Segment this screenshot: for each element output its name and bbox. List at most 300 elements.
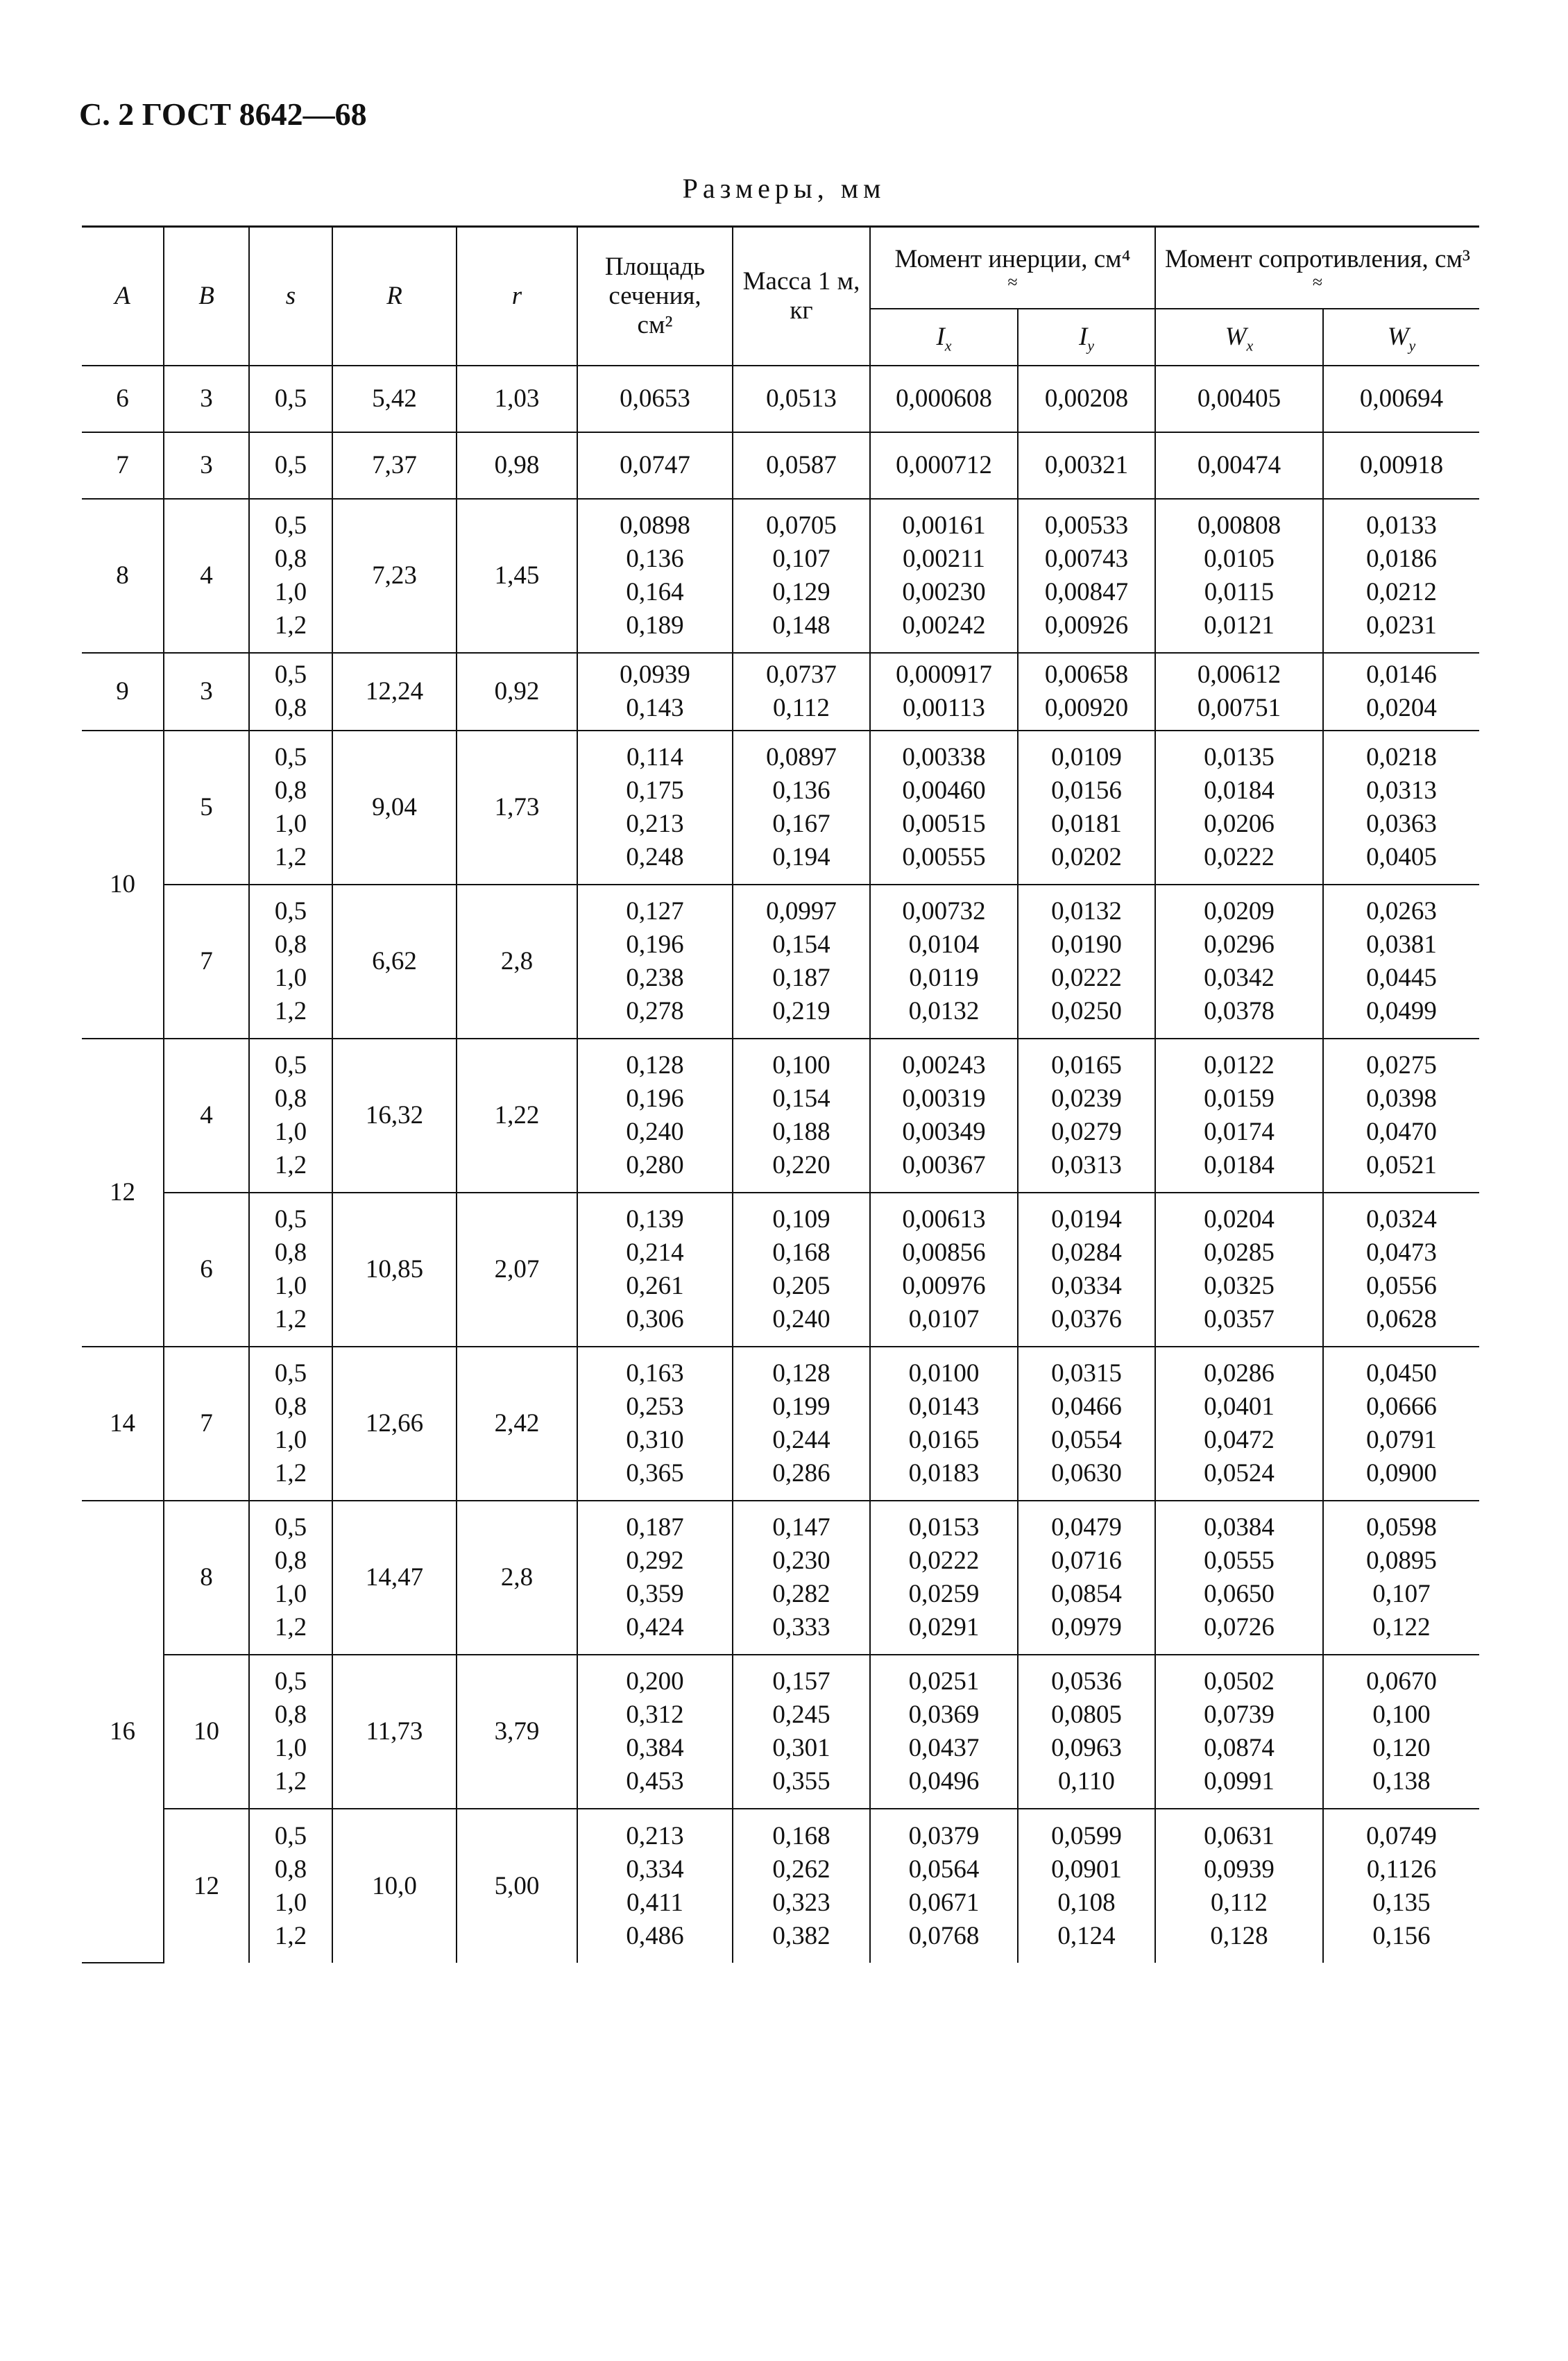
- cell-value: 0,0499: [1366, 997, 1437, 1025]
- cell-A: 9: [82, 653, 164, 731]
- cell-value: 0,306: [626, 1305, 684, 1333]
- cell-Iy: [1018, 885, 1155, 1039]
- cell-value: 0,8: [274, 545, 307, 573]
- cell-value: 0,0716: [1051, 1546, 1122, 1575]
- cell-value: 0,310: [626, 1426, 684, 1454]
- cell-Iy: [1018, 1347, 1155, 1501]
- cell-value: 0,143: [626, 694, 684, 722]
- cell-value: 0,0222: [908, 1546, 980, 1575]
- cell-s: [249, 1809, 332, 1963]
- col-header-B: B: [164, 227, 249, 366]
- cell-value: 0,194: [772, 843, 830, 871]
- cell-value: 0,245: [772, 1701, 830, 1729]
- cell-Wx: [1155, 432, 1323, 499]
- cell-value: 0,5: [274, 1667, 307, 1696]
- cell-value: 0,262: [772, 1855, 830, 1884]
- cell-A: 16: [82, 1501, 164, 1963]
- cell-value: 0,128: [1210, 1921, 1268, 1950]
- cell-Wx: [1155, 499, 1323, 653]
- cell-s: [249, 653, 332, 731]
- cell-value: 0,196: [626, 930, 684, 959]
- cell-mass: [733, 731, 870, 885]
- cell-value: 0,0737: [766, 660, 837, 689]
- cell-value: 0,0376: [1051, 1305, 1122, 1333]
- col-header-resist-label: Момент сопротивления, см³: [1165, 245, 1470, 273]
- cell-R: 11,73: [332, 1655, 457, 1809]
- cell-Ix: [870, 1039, 1018, 1193]
- cell-value: 0,129: [772, 578, 830, 606]
- cell-value: 0,0450: [1366, 1359, 1437, 1388]
- cell-value: 0,0363: [1366, 810, 1437, 838]
- cell-value: 0,8: [274, 930, 307, 959]
- cell-mass: [733, 1039, 870, 1193]
- cell-Iy: [1018, 731, 1155, 885]
- cell-value: 0,0587: [766, 451, 837, 479]
- cell-r: 1,22: [457, 1039, 577, 1193]
- cell-value: 0,00533: [1044, 511, 1129, 540]
- cell-value: 0,0202: [1051, 843, 1122, 871]
- cell-value: 0,240: [772, 1305, 830, 1333]
- cell-Wy: [1323, 1039, 1479, 1193]
- col-header-mass-line-2: кг: [790, 296, 813, 325]
- cell-value: 0,0315: [1051, 1359, 1122, 1388]
- cell-value: 0,0206: [1204, 810, 1275, 838]
- cell-value: 0,0630: [1051, 1459, 1122, 1488]
- cell-value: 0,120: [1372, 1734, 1431, 1762]
- cell-value: 1,2: [274, 1151, 307, 1179]
- cell-value: 0,0184: [1204, 1151, 1275, 1179]
- cell-value: 1,0: [274, 1734, 307, 1762]
- col-header-Ix-subscript: x: [944, 336, 952, 355]
- table-row: [82, 1039, 1479, 1193]
- table-body: [82, 366, 1479, 1963]
- cell-value: 0,154: [772, 930, 830, 959]
- cell-Wx: [1155, 1501, 1323, 1655]
- approx-symbol: ≈: [1007, 272, 1018, 292]
- col-header-R: R: [332, 227, 457, 366]
- cell-s: [249, 1193, 332, 1347]
- cell-value: 0,0653: [620, 384, 690, 413]
- cell-Wy: [1323, 653, 1479, 731]
- cell-R: 7,37: [332, 432, 457, 499]
- cell-value: 0,188: [772, 1118, 830, 1146]
- cell-A: 10: [82, 731, 164, 1039]
- cell-value: 0,219: [772, 997, 830, 1025]
- cell-value: 0,486: [626, 1921, 684, 1950]
- cell-Wy: [1323, 1655, 1479, 1809]
- cell-value: 0,0768: [908, 1921, 980, 1950]
- cell-value: 0,0369: [908, 1701, 980, 1729]
- cell-value: 0,0997: [766, 897, 837, 926]
- cell-value: 0,0472: [1204, 1426, 1275, 1454]
- col-header-Wx-subscript: x: [1246, 336, 1254, 355]
- cell-value: 0,0204: [1204, 1205, 1275, 1234]
- col-header-Ix-symbol: I: [936, 323, 945, 351]
- cell-value: 0,00515: [902, 810, 986, 838]
- cell-value: 0,0445: [1366, 964, 1437, 992]
- cell-value: 0,0222: [1051, 964, 1122, 992]
- cell-value: 0,154: [772, 1084, 830, 1113]
- cell-value: 0,0259: [908, 1580, 980, 1608]
- cell-value: 0,0564: [908, 1855, 980, 1884]
- table-head: [82, 227, 1479, 366]
- cell-Ix: [870, 432, 1018, 499]
- cell-value: 0,0805: [1051, 1701, 1122, 1729]
- cell-B: 3: [164, 432, 249, 499]
- cell-value: 0,0631: [1204, 1821, 1275, 1850]
- cell-Wy: [1323, 432, 1479, 499]
- col-header-Iy-subscript: y: [1087, 336, 1095, 355]
- cell-r: 0,98: [457, 432, 577, 499]
- cell-area: [577, 366, 733, 432]
- cell-value: 0,261: [626, 1272, 684, 1300]
- cell-value: 0,8: [274, 694, 307, 722]
- cell-value: 0,333: [772, 1613, 830, 1642]
- cell-r: 1,03: [457, 366, 577, 432]
- cell-value: 0,0165: [908, 1426, 980, 1454]
- cell-value: 0,139: [626, 1205, 684, 1234]
- cell-value: 0,5: [274, 384, 307, 413]
- cell-value: 0,0384: [1204, 1513, 1275, 1542]
- cell-value: 0,424: [626, 1613, 684, 1642]
- cell-value: 0,0437: [908, 1734, 980, 1762]
- cell-value: 0,8: [274, 1701, 307, 1729]
- cell-Iy: [1018, 366, 1155, 432]
- cell-value: 0,0122: [1204, 1051, 1275, 1080]
- col-header-inertia-label: Момент инерции, см⁴: [894, 245, 1131, 273]
- cell-value: 0,0791: [1366, 1426, 1437, 1454]
- cell-value: 0,00743: [1044, 545, 1129, 573]
- col-header-s: s: [249, 227, 332, 366]
- cell-value: 1,0: [274, 1888, 307, 1917]
- cell-s: [249, 1501, 332, 1655]
- cell-value: 0,5: [274, 897, 307, 926]
- cell-value: 0,0496: [908, 1767, 980, 1796]
- table-row: [82, 1193, 1479, 1347]
- cell-value: 0,0536: [1051, 1667, 1122, 1696]
- cell-value: 0,00926: [1044, 611, 1129, 640]
- cell-mass: [733, 432, 870, 499]
- table-caption: Размеры, мм: [682, 173, 886, 204]
- cell-s: [249, 731, 332, 885]
- cell-value: 0,107: [772, 545, 830, 573]
- cell-value: 0,278: [626, 997, 684, 1025]
- cell-value: 0,384: [626, 1734, 684, 1762]
- cell-value: 0,5: [274, 660, 307, 689]
- cell-value: 0,0939: [1204, 1855, 1275, 1884]
- cell-value: 0,128: [626, 1051, 684, 1080]
- cell-value: 0,0181: [1051, 810, 1122, 838]
- cell-value: 0,0874: [1204, 1734, 1275, 1762]
- cell-value: 1,0: [274, 810, 307, 838]
- cell-value: 0,0705: [766, 511, 837, 540]
- cell-value: 0,411: [627, 1888, 683, 1917]
- cell-value: 1,0: [274, 964, 307, 992]
- cell-value: 0,0109: [1051, 743, 1122, 772]
- cell-value: 0,122: [1372, 1613, 1431, 1642]
- col-header-area: [577, 227, 733, 366]
- cell-value: 0,0279: [1051, 1118, 1122, 1146]
- cell-value: 0,244: [772, 1426, 830, 1454]
- col-header-mass-line-1: Масса 1 м,: [742, 267, 860, 296]
- cell-value: 0,5: [274, 1205, 307, 1234]
- cell-A: 12: [82, 1039, 164, 1347]
- cell-value: 0,8: [274, 1392, 307, 1421]
- cell-value: 0,0135: [1204, 743, 1275, 772]
- cell-value: 0,0963: [1051, 1734, 1122, 1762]
- table-row: [82, 1809, 1479, 1963]
- cell-value: 0,108: [1057, 1888, 1116, 1917]
- cell-value: 0,124: [1057, 1921, 1116, 1950]
- cell-value: 0,0470: [1366, 1118, 1437, 1146]
- cell-value: 0,168: [772, 1238, 830, 1267]
- col-header-area-line-3: см²: [637, 311, 673, 339]
- cell-value: 0,0598: [1366, 1513, 1437, 1542]
- cell-value: 0,0121: [1204, 611, 1275, 640]
- cell-R: 6,62: [332, 885, 457, 1039]
- cell-B: 4: [164, 1039, 249, 1193]
- cell-value: 0,0183: [908, 1459, 980, 1488]
- cell-value: 0,0239: [1051, 1084, 1122, 1113]
- cell-value: 0,0286: [1204, 1359, 1275, 1388]
- cell-value: 0,8: [274, 776, 307, 805]
- cell-value: 0,213: [626, 810, 684, 838]
- col-header-area-line-1: Площадь: [604, 253, 706, 281]
- cell-value: 0,0898: [620, 511, 690, 540]
- cell-value: 1,2: [274, 997, 307, 1025]
- cell-R: 12,66: [332, 1347, 457, 1501]
- cell-value: 1,2: [274, 611, 307, 640]
- cell-value: 0,00847: [1044, 578, 1129, 606]
- cell-Ix: [870, 366, 1018, 432]
- cell-value: 0,0184: [1204, 776, 1275, 805]
- cell-r: 2,42: [457, 1347, 577, 1501]
- cell-value: 0,0521: [1366, 1151, 1437, 1179]
- cell-value: 1,2: [274, 1305, 307, 1333]
- cell-value: 0,00920: [1044, 694, 1129, 722]
- cell-s: [249, 1347, 332, 1501]
- cell-value: 0,0556: [1366, 1272, 1437, 1300]
- cell-B: 3: [164, 653, 249, 731]
- cell-A: 8: [82, 499, 164, 653]
- cell-Wx: [1155, 1039, 1323, 1193]
- cell-value: 0,0901: [1051, 1855, 1122, 1884]
- cell-value: 0,109: [772, 1205, 830, 1234]
- cell-value: 0,0313: [1366, 776, 1437, 805]
- cell-Wy: [1323, 1809, 1479, 1963]
- cell-value: 1,2: [274, 843, 307, 871]
- cell-value: 0,292: [626, 1546, 684, 1575]
- cell-B: 7: [164, 1347, 249, 1501]
- cell-area: [577, 1809, 733, 1963]
- cell-value: 0,382: [772, 1921, 830, 1950]
- cell-value: 0,301: [772, 1734, 830, 1762]
- cell-r: 1,73: [457, 731, 577, 885]
- cell-value: 0,000917: [896, 660, 992, 689]
- cell-value: 0,112: [1211, 1888, 1268, 1917]
- cell-value: 0,0190: [1051, 930, 1122, 959]
- cell-Iy: [1018, 1193, 1155, 1347]
- cell-value: 0,8: [274, 1084, 307, 1113]
- cell-Ix: [870, 653, 1018, 731]
- table-row: [82, 731, 1479, 885]
- cell-Ix: [870, 885, 1018, 1039]
- col-header-Wx: [1155, 309, 1323, 366]
- cell-R: 16,32: [332, 1039, 457, 1193]
- cell-value: 0,00338: [902, 743, 986, 772]
- cell-Wy: [1323, 1501, 1479, 1655]
- cell-value: 0,0115: [1204, 578, 1275, 606]
- cell-Ix: [870, 1809, 1018, 1963]
- cell-value: 0,0479: [1051, 1513, 1122, 1542]
- cell-Wy: [1323, 366, 1479, 432]
- cell-Iy: [1018, 1809, 1155, 1963]
- table-row: [82, 885, 1479, 1039]
- cell-value: 0,167: [772, 810, 830, 838]
- cell-value: 0,5: [274, 1051, 307, 1080]
- cell-value: 0,135: [1372, 1888, 1431, 1917]
- cell-value: 0,00658: [1044, 660, 1129, 689]
- cell-R: 10,85: [332, 1193, 457, 1347]
- cell-value: 0,0153: [908, 1513, 980, 1542]
- cell-A: 7: [82, 432, 164, 499]
- cell-Wy: [1323, 499, 1479, 653]
- table-row: [82, 1655, 1479, 1809]
- cell-area: [577, 1039, 733, 1193]
- cell-r: 2,8: [457, 1501, 577, 1655]
- cell-value: 1,0: [274, 578, 307, 606]
- col-header-Iy-symbol: I: [1078, 323, 1088, 351]
- cell-mass: [733, 1501, 870, 1655]
- cell-value: 0,0378: [1204, 997, 1275, 1025]
- cell-value: 0,5: [274, 1513, 307, 1542]
- cell-area: [577, 885, 733, 1039]
- cell-value: 0,00555: [902, 843, 986, 871]
- cell-value: 0,00319: [902, 1084, 986, 1113]
- cell-mass: [733, 653, 870, 731]
- cell-value: 0,0739: [1204, 1701, 1275, 1729]
- cell-value: 0,334: [626, 1855, 684, 1884]
- cell-s: [249, 1655, 332, 1809]
- cell-value: 0,000712: [896, 451, 992, 479]
- cell-Iy: [1018, 1039, 1155, 1193]
- cell-value: 0,359: [626, 1580, 684, 1608]
- cell-value: 0,0105: [1204, 545, 1275, 573]
- cell-value: 0,148: [772, 611, 830, 640]
- cell-B: 7: [164, 885, 249, 1039]
- cell-value: 0,0186: [1366, 545, 1437, 573]
- cell-value: 0,00460: [902, 776, 986, 805]
- cell-Wy: [1323, 1193, 1479, 1347]
- col-header-inertia: [870, 227, 1155, 309]
- cell-value: 0,0473: [1366, 1238, 1437, 1267]
- cell-value: 0,0165: [1051, 1051, 1122, 1080]
- cell-Wy: [1323, 885, 1479, 1039]
- cell-Ix: [870, 1501, 1018, 1655]
- cell-value: 0,0381: [1366, 930, 1437, 959]
- cell-value: 0,0100: [908, 1359, 980, 1388]
- cell-R: 12,24: [332, 653, 457, 731]
- cell-value: 0,163: [626, 1359, 684, 1388]
- cell-value: 0,0132: [908, 997, 980, 1025]
- cell-value: 0,5: [274, 1359, 307, 1388]
- table-row: [82, 366, 1479, 432]
- table-row: [82, 432, 1479, 499]
- cell-value: 0,0900: [1366, 1459, 1437, 1488]
- cell-value: 0,110: [1058, 1767, 1115, 1796]
- cell-R: 14,47: [332, 1501, 457, 1655]
- cell-s: [249, 432, 332, 499]
- cell-value: 0,0554: [1051, 1426, 1122, 1454]
- cell-value: 0,286: [772, 1459, 830, 1488]
- cell-value: 0,100: [1372, 1701, 1431, 1729]
- cell-value: 0,00474: [1197, 451, 1281, 479]
- cell-Wx: [1155, 731, 1323, 885]
- table-row: [82, 499, 1479, 653]
- cell-value: 0,156: [1372, 1921, 1431, 1950]
- cell-value: 0,0284: [1051, 1238, 1122, 1267]
- cell-value: 0,0250: [1051, 997, 1122, 1025]
- cell-value: 0,0398: [1366, 1084, 1437, 1113]
- cell-R: 10,0: [332, 1809, 457, 1963]
- cell-Wx: [1155, 1347, 1323, 1501]
- cell-value: 0,0405: [1366, 843, 1437, 871]
- cell-value: 0,0107: [908, 1305, 980, 1333]
- cell-value: 0,0555: [1204, 1546, 1275, 1575]
- cell-Iy: [1018, 653, 1155, 731]
- cell-value: 0,240: [626, 1118, 684, 1146]
- cell-r: 3,79: [457, 1655, 577, 1809]
- cell-Wx: [1155, 1193, 1323, 1347]
- col-header-resist: [1155, 227, 1479, 309]
- col-header-Wy: [1323, 309, 1479, 366]
- cell-Wx: [1155, 1809, 1323, 1963]
- cell-B: 6: [164, 1193, 249, 1347]
- cell-value: 0,00612: [1197, 660, 1281, 689]
- cell-B: 3: [164, 366, 249, 432]
- cell-value: 1,0: [274, 1118, 307, 1146]
- cell-value: 0,0218: [1366, 743, 1437, 772]
- cell-Ix: [870, 731, 1018, 885]
- cell-r: 0,92: [457, 653, 577, 731]
- cell-Iy: [1018, 1501, 1155, 1655]
- cell-R: 7,23: [332, 499, 457, 653]
- cell-value: 0,0334: [1051, 1272, 1122, 1300]
- cell-value: 0,0670: [1366, 1667, 1437, 1696]
- cell-value: 0,00613: [902, 1205, 986, 1234]
- cell-value: 0,128: [772, 1359, 830, 1388]
- cell-value: 0,253: [626, 1392, 684, 1421]
- cell-value: 0,0194: [1051, 1205, 1122, 1234]
- cell-Wy: [1323, 731, 1479, 885]
- cell-value: 0,196: [626, 1084, 684, 1113]
- cell-Ix: [870, 1347, 1018, 1501]
- cell-mass: [733, 885, 870, 1039]
- cell-value: 0,00732: [902, 897, 986, 926]
- cell-B: 4: [164, 499, 249, 653]
- cell-value: 0,0325: [1204, 1272, 1275, 1300]
- cell-mass: [733, 1193, 870, 1347]
- cell-value: 0,230: [772, 1546, 830, 1575]
- cell-value: 0,0895: [1366, 1546, 1437, 1575]
- cell-value: 0,187: [772, 964, 830, 992]
- cell-value: 0,189: [626, 611, 684, 640]
- cell-value: 0,0726: [1204, 1613, 1275, 1642]
- cell-s: [249, 1039, 332, 1193]
- cell-s: [249, 499, 332, 653]
- cell-value: 1,0: [274, 1426, 307, 1454]
- cell-mass: [733, 366, 870, 432]
